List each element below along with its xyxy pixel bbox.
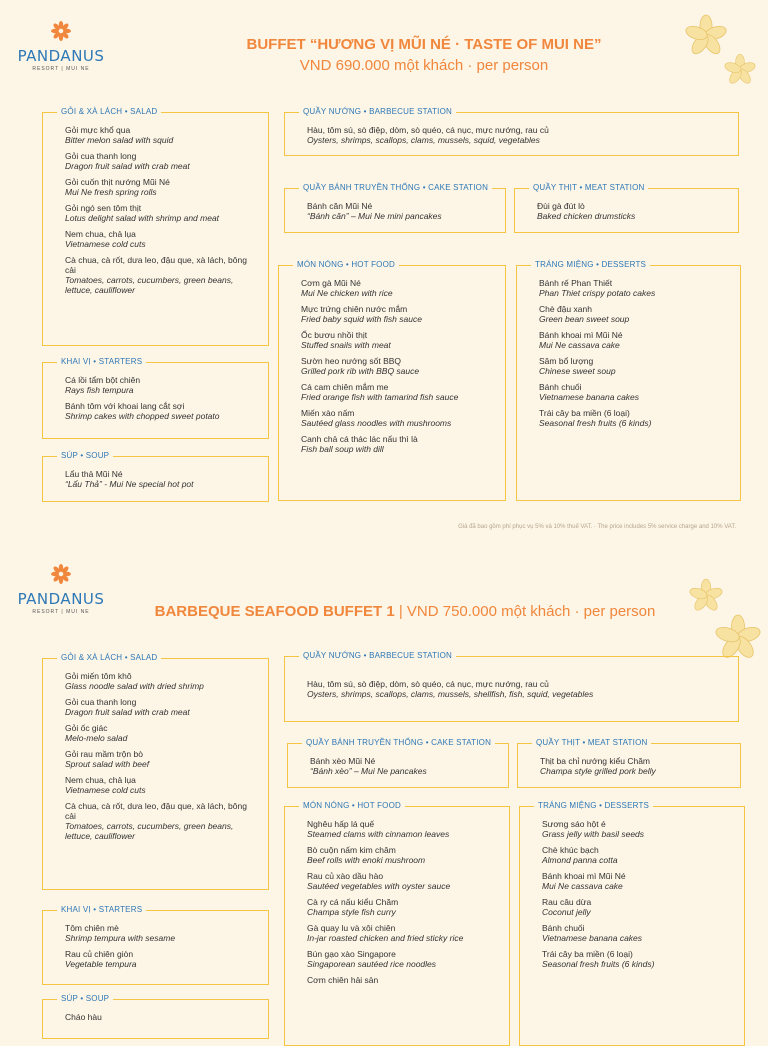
dish-name-en: “Bánh xèo” – Mui Ne pancakes (310, 766, 427, 776)
menu-item (65, 375, 260, 395)
dish-name-en: Fried orange fish with tamarind fish sauce (301, 392, 459, 402)
dish-name-en: Sautéed vegetables with oyster sauce (307, 881, 451, 891)
dish-name-en: Vietnamese banana cakes (539, 392, 640, 402)
menu-item (310, 756, 500, 776)
section-heading: QUẦY BÁNH TRUYỀN THỐNG • CAKE STATION (299, 183, 492, 192)
dish-name-vn: Mực trứng chiên nước mắm (301, 304, 408, 314)
dish-name-en: Baked chicken drumsticks (537, 211, 636, 221)
menu-item (65, 203, 260, 223)
menu-item (539, 330, 732, 350)
section-heading: MÓN NÓNG • HOT FOOD (293, 260, 399, 269)
menu1-salad-section (42, 107, 269, 346)
menu-item (65, 949, 260, 969)
section-heading: SÚP • SOUP (57, 451, 113, 460)
menu-item (307, 897, 501, 917)
menu-item (65, 469, 260, 489)
dish-name-en: Lotus delight salad with shrimp and meat (65, 213, 220, 223)
dish-name-en: Vietnamese cold cuts (65, 785, 146, 795)
dish-name-vn: Gỏi cua thanh long (65, 697, 137, 707)
dish-name-en: Vietnamese banana cakes (542, 933, 643, 943)
dish-name-en: Mui Ne fresh spring rolls (65, 187, 157, 197)
dish-name-vn: Cà chua, cà rốt, dưa leo, đậu que, xà lách, bông cải (65, 255, 247, 275)
menu-item (301, 330, 497, 350)
menu-item (65, 229, 260, 249)
menu-item (539, 304, 732, 324)
dish-name-en: Tomatoes, carrots, cucumbers, green beans, lettuce, cauliflower (65, 275, 234, 295)
dish-name-vn: Trái cây ba miền (6 loại) (539, 408, 630, 418)
item-list (307, 819, 501, 991)
logo-name: PANDANUS (17, 47, 105, 65)
menu-item (539, 382, 732, 402)
item-list (65, 671, 260, 847)
dish-name-vn: Chè khúc bạch (542, 845, 599, 855)
dish-name-en: Fish ball soup with dill (301, 444, 384, 454)
menu-item (65, 723, 260, 743)
menu1-price: VND 690.000 một khách · per person (299, 57, 549, 74)
section-heading: KHAI VỊ • STARTERS (57, 905, 146, 914)
dish-name-en: Seasonal fresh fruits (6 kinds) (542, 959, 655, 969)
menu1-header (130, 36, 718, 74)
pandanus-flower-icon (50, 20, 72, 42)
logo-bottom (16, 563, 106, 615)
menu-item (301, 278, 497, 298)
dish-name-vn: Cà chua, cà rốt, dưa leo, đậu que, xà lách, bông cải (65, 801, 247, 821)
dish-name-en: “Lẩu Thả” - Mui Ne special hot pot (65, 479, 194, 489)
menu1-soup-section (42, 451, 269, 502)
menu1-price-note: Giá đã bao gồm phí phục vụ 5% và 10% thuế VAT. · The price includes 5% service charge and 10% VAT. (458, 524, 736, 530)
dish-name-vn: Cơm gà Mũi Né (301, 278, 361, 288)
dish-name-en: Champa style grilled pork belly (540, 766, 656, 776)
menu1-starters-section (42, 357, 269, 439)
dish-name-vn: Tôm chiên mè (65, 923, 119, 933)
dish-name-vn: Nghêu hấp lá quế (307, 819, 375, 829)
menu2-cake-section (287, 738, 509, 788)
menu-item (307, 845, 501, 865)
menu-item (307, 871, 501, 891)
menu-item (307, 679, 730, 699)
dish-name-vn: Gà quay lu và xôi chiên (307, 923, 396, 933)
dish-name-en: “Bánh căn” – Mui Ne mini pancakes (307, 211, 442, 221)
dish-name-en: Shrimp tempura with sesame (65, 933, 176, 943)
dish-name-vn: Bánh xèo Mũi Né (310, 756, 376, 766)
dish-name-vn: Gỏi ốc giác (65, 723, 108, 733)
menu-item (65, 697, 260, 717)
menu-item (65, 401, 260, 421)
menu-item (307, 975, 501, 985)
menu-item (537, 201, 730, 221)
dish-name-vn: Bún gạo xào Singapore (307, 949, 396, 959)
dish-name-en: Steamed clams with cinnamon leaves (307, 829, 450, 839)
menu2-soup-section (42, 994, 269, 1039)
dish-name-vn: Gỏi ngó sen tôm thịt (65, 203, 142, 213)
section-heading: MÓN NÓNG • HOT FOOD (299, 801, 405, 810)
dish-name-en: Grass jelly with basil seeds (542, 829, 645, 839)
dish-name-en: Rays fish tempura (65, 385, 134, 395)
frangipani-flower-icon (684, 574, 764, 666)
dish-name-en: Seasonal fresh fruits (6 kinds) (539, 418, 652, 428)
dish-name-vn: Bánh khoai mì Mũi Né (539, 330, 623, 340)
dish-name-en: Coconut jelly (542, 907, 591, 917)
dish-name-en: Sautéed glass noodles with mushrooms (301, 418, 452, 428)
dish-name-en: Shrimp cakes with chopped sweet potato (65, 411, 220, 421)
menu2-bbq-section (284, 651, 739, 722)
section-heading: GỎI & XÀ LÁCH • SALAD (57, 653, 161, 662)
section-heading: TRÁNG MIỆNG • DESSERTS (531, 260, 650, 269)
menu-item (65, 1012, 260, 1022)
dish-name-vn: Bánh rế Phan Thiết (539, 278, 613, 288)
section-heading: SÚP • SOUP (57, 994, 113, 1003)
dish-name-vn: Đùi gà đút lò (537, 201, 585, 211)
section-heading: QUẦY NƯỚNG • BARBECUE STATION (299, 651, 456, 660)
dish-name-vn: Rau củ chiên giòn (65, 949, 134, 959)
menu-item (65, 671, 260, 691)
dish-name-vn: Bánh tôm với khoai lang cắt sợi (65, 401, 185, 411)
item-list (65, 125, 260, 301)
item-list (307, 125, 730, 151)
logo-top (16, 20, 106, 72)
dish-name-en: Almond panna cotta (542, 855, 618, 865)
menu-item (301, 382, 497, 402)
item-list (65, 923, 260, 975)
dish-name-vn: Bò cuộn nấm kim châm (307, 845, 396, 855)
menu-item (307, 923, 501, 943)
dish-name-vn: Gỏi cua thanh long (65, 151, 137, 161)
menu-item (65, 177, 260, 197)
dish-name-en: Fried baby squid with fish sauce (301, 314, 422, 324)
dish-name-en: Dragon fruit salad with crab meat (65, 161, 190, 171)
menu-item (542, 871, 736, 891)
dish-name-en: Mui Ne cassava cake (539, 340, 620, 350)
section-heading: QUẦY THỊT • MEAT STATION (532, 738, 651, 747)
menu-item (307, 819, 501, 839)
menu-item (307, 125, 730, 145)
logo-name: PANDANUS (17, 590, 105, 608)
dish-name-vn: Lẩu thả Mũi Né (65, 469, 123, 479)
menu2-desserts-section (519, 801, 745, 1046)
section-heading: TRÁNG MIỆNG • DESSERTS (534, 801, 653, 810)
pandanus-flower-icon (50, 563, 72, 585)
section-heading: GỎI & XÀ LÁCH • SALAD (57, 107, 161, 116)
menu2-salad-section (42, 653, 269, 890)
dish-name-vn: Gỏi cuốn thịt nướng Mũi Né (65, 177, 170, 187)
menu-item (542, 949, 736, 969)
dish-name-vn: Rau câu dừa (542, 897, 592, 907)
dish-name-en: Grilled pork rib with BBQ sauce (301, 366, 420, 376)
menu2-starters-section (42, 905, 269, 985)
menu-item (542, 845, 736, 865)
menu2-meat-section (517, 738, 741, 788)
dish-name-vn: Bánh chuối (542, 923, 585, 933)
item-list (537, 201, 730, 227)
dish-name-vn: Gỏi mực khổ qua (65, 125, 131, 135)
item-list (542, 819, 736, 975)
dish-name-vn: Cá cam chiên mắm me (301, 382, 389, 392)
menu-item (539, 356, 732, 376)
menu1-hot-section (278, 260, 506, 501)
item-list (301, 278, 497, 460)
item-list (65, 1012, 260, 1028)
dish-name-vn: Bánh chuối (539, 382, 582, 392)
menu2-hot-section (284, 801, 510, 1046)
logo-sub: RESORT | MUI NE (32, 609, 90, 615)
dish-name-en: Oysters, shrimps, scallops, clams, mussels, squid, vegetables (307, 135, 540, 145)
menu-item (307, 949, 501, 969)
dish-name-en: Sprout salad with beef (65, 759, 150, 769)
dish-name-en: Mui Ne cassava cake (542, 881, 623, 891)
dish-name-en: Melo-melo salad (65, 733, 128, 743)
menu2-title: BARBEQUE SEAFOOD BUFFET 1 (154, 603, 395, 620)
dish-name-en: Dragon fruit salad with crab meat (65, 707, 190, 717)
dish-name-vn: Sương sáo hột é (542, 819, 606, 829)
menu1-cake-section (284, 183, 506, 233)
dish-name-vn: Nem chua, chả lụa (65, 775, 136, 785)
dish-name-vn: Cháo hàu (65, 1012, 102, 1022)
dish-name-vn: Thịt ba chỉ nướng kiểu Chăm (540, 756, 651, 766)
menu-item (65, 125, 260, 145)
dish-name-vn: Gỏi rau mầm trộn bò (65, 749, 143, 759)
menu1-meat-section (514, 183, 739, 233)
dish-name-en: Vegetable tempura (65, 959, 137, 969)
menu-item (65, 151, 260, 171)
menu-item (301, 304, 497, 324)
item-list (65, 469, 260, 495)
menu-item (539, 278, 732, 298)
dish-name-vn: Cà ry cá nấu kiểu Chăm (307, 897, 399, 907)
dish-name-vn: Ốc bươu nhồi thịt (301, 330, 368, 340)
menu-item (542, 819, 736, 839)
menu-item (542, 897, 736, 917)
menu-item (301, 434, 497, 454)
dish-name-vn: Rau củ xào dầu hào (307, 871, 384, 881)
dish-name-vn: Miến xào nấm (301, 408, 355, 418)
item-list (539, 278, 732, 434)
menu-item (540, 756, 732, 776)
dish-name-en: Bitter melon salad with squid (65, 135, 174, 145)
menu-item (301, 356, 497, 376)
item-list (65, 375, 260, 427)
dish-name-en: Phan Thiet crispy potato cakes (539, 288, 656, 298)
dish-name-vn: Sâm bổ lượng (539, 356, 594, 366)
section-heading: QUẦY NƯỚNG • BARBECUE STATION (299, 107, 456, 116)
title-separator: | (394, 603, 407, 620)
menu-item (65, 255, 260, 295)
dish-name-en: Chinese sweet soup (539, 366, 616, 376)
menu2-header (100, 603, 710, 620)
dish-name-en: Glass noodle salad with dried shrimp (65, 681, 204, 691)
section-heading: QUẦY BÁNH TRUYỀN THỐNG • CAKE STATION (302, 738, 495, 747)
item-list (307, 201, 497, 227)
menu-item (307, 201, 497, 221)
section-heading: KHAI VỊ • STARTERS (57, 357, 146, 366)
dish-name-en: Vietnamese cold cuts (65, 239, 146, 249)
item-list (307, 679, 730, 705)
item-list (310, 756, 500, 782)
dish-name-vn: Hàu, tôm sú, sò điệp, dòm, sò quéo, cá nục, mực nướng, rau củ (307, 125, 549, 135)
menu-item (65, 749, 260, 769)
dish-name-vn: Sườn heo nướng sốt BBQ (301, 356, 402, 366)
section-heading: QUẦY THỊT • MEAT STATION (529, 183, 648, 192)
dish-name-en: Tomatoes, carrots, cucumbers, green beans, lettuce, cauliflower (65, 821, 234, 841)
dish-name-vn: Gỏi miến tôm khô (65, 671, 132, 681)
menu-item (65, 801, 260, 841)
dish-name-vn: Canh chả cá thác lác nấu thì là (301, 434, 418, 444)
dish-name-vn: Hàu, tôm sú, sò điệp, dòm, sò quéo, cá nục, mực nướng, rau củ (307, 679, 549, 689)
dish-name-vn: Bánh khoai mì Mũi Né (542, 871, 626, 881)
menu-item (301, 408, 497, 428)
dish-name-vn: Bánh căn Mũi Né (307, 201, 373, 211)
dish-name-en: Champa style fish curry (307, 907, 396, 917)
menu-item (542, 923, 736, 943)
item-list (540, 756, 732, 782)
dish-name-en: Stuffed snails with meat (301, 340, 391, 350)
dish-name-vn: Nem chua, chả lụa (65, 229, 136, 239)
dish-name-vn: Cơm chiên hải sản (307, 975, 379, 985)
dish-name-en: Singaporean sautéed rice noodles (307, 959, 437, 969)
menu1-title: BUFFET “HƯƠNG VỊ MŨI NÉ · TASTE OF MUI NE” (246, 36, 602, 53)
menu-item (65, 775, 260, 795)
dish-name-en: Green bean sweet soup (539, 314, 630, 324)
menu2-price: VND 750.000 một khách · per person (406, 603, 656, 620)
menu1-desserts-section (516, 260, 741, 501)
dish-name-en: Beef rolls with enoki mushroom (307, 855, 426, 865)
dish-name-en: Oysters, shrimps, scallops, clams, mussels, shellfish, fish, squid, vegetables (307, 689, 594, 699)
menu1-bbq-section (284, 107, 739, 156)
dish-name-vn: Trái cây ba miền (6 loại) (542, 949, 633, 959)
dish-name-vn: Chè đậu xanh (539, 304, 592, 314)
logo-sub: RESORT | MUI NE (32, 66, 90, 72)
dish-name-en: Mui Ne chicken with rice (301, 288, 393, 298)
menu-item (65, 923, 260, 943)
dish-name-vn: Cá lồi tẩm bột chiên (65, 375, 141, 385)
dish-name-en: In-jar roasted chicken and fried sticky rice (307, 933, 464, 943)
menu-item (539, 408, 732, 428)
